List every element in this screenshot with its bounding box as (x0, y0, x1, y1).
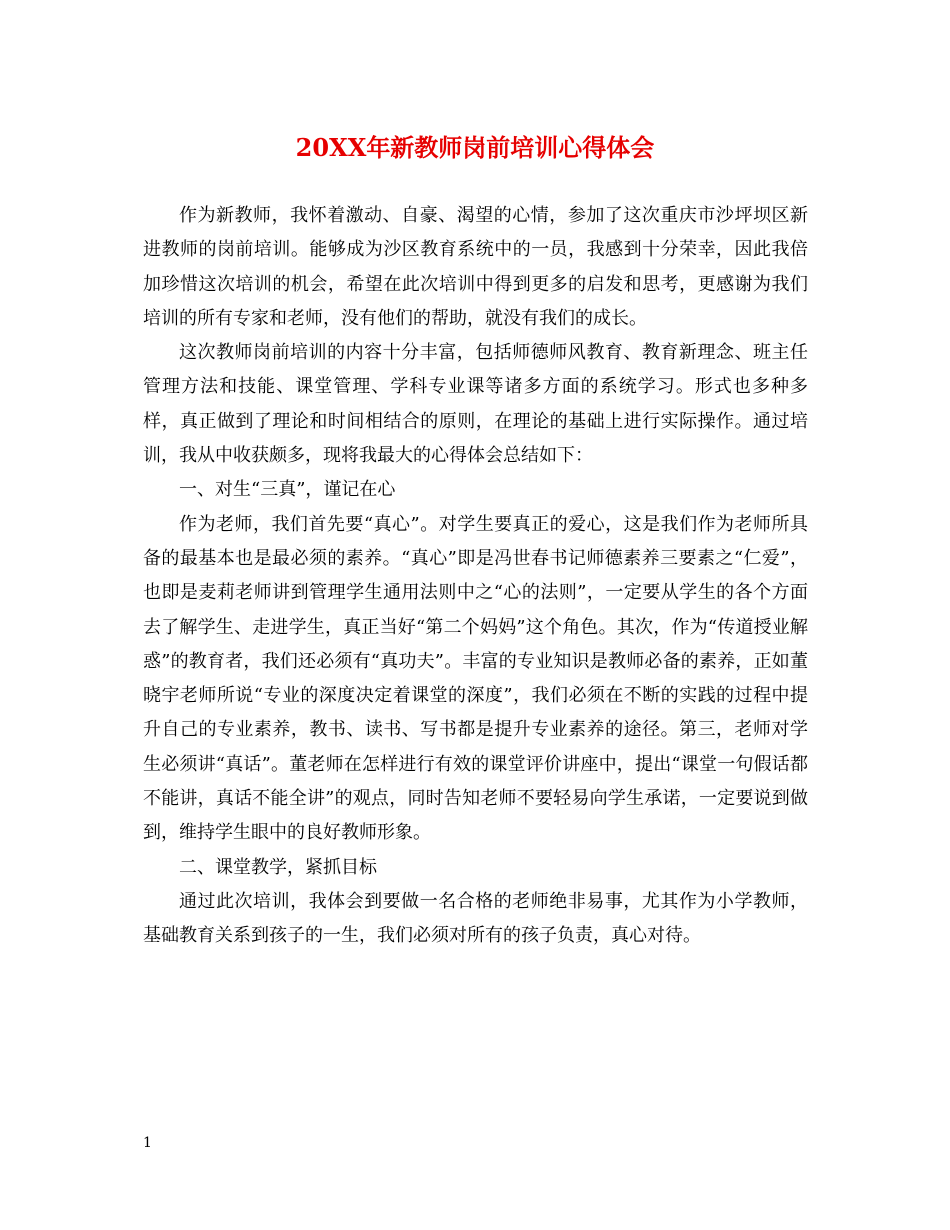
document-title: 20XX年新教师岗前培训心得体会 (295, 133, 655, 162)
paragraph-classroom-teaching: 通过此次培训，我体会到要做一名合格的老师绝非易事，尤其作为小学教师，基础教育关系到孩子的一生，我们必须对所有的孩子负责，真心对待。 (143, 890, 808, 947)
section-heading-one: 一、对生“三真”，谨记在心 (179, 479, 396, 501)
paragraph-training-content: 这次教师岗前培训的内容十分丰富，包括师德师风教育、教育新理念、班主任管理方法和技能、课堂管理、学科专业课等诸多方面的系统学习。形式也多种多样，真正做到了理论和时间相结合的原则，在理论的基础上进行实际操作。通过培训，我从中收获颇多，现将我最大的心得体会总结如下： (143, 342, 808, 467)
document-body (143, 199, 808, 954)
paragraph-three-truths: 作为老师，我们首先要“真心”。对学生要真正的爱心，这是我们作为老师所具备的最基本也是最必须的素养。“真心”即是冯世春书记师德素养三要素之“仁爱”，也即是麦莉老师讲到管理学生通用法则中之“心的法则”，一定要从学生的各个方面去了解学生、走进学生，真正当好“第二个妈妈”这个角色。其次，作为“传道授业解惑”的教育者，我们还必须有“真功夫”。丰富的专业知识是教师必备的素养，正如董晓宇老师所说“专业的深度决定着课堂的深度”，我们必须在不断的实践的过程中提升自己的专业素养，教书、读书、写书都是提升专业素养的途径。第三，老师对学生必须讲“真话”。董老师在怎样进行有效的课堂评价讲座中，提出“课堂一句假话都不能讲，真话不能全讲”的观点，同时告知老师不要轻易向学生承诺，一定要说到做到，维持学生眼中的良好教师形象。 (143, 513, 808, 844)
paragraph-intro: 作为新教师，我怀着激动、自豪、渴望的心情，参加了这次重庆市沙坪坝区新进教师的岗前培训。能够成为沙区教育系统中的一员，我感到十分荣幸，因此我倍加珍惜这次培训的机会，希望在此次培训中得到更多的启发和思考，更感谢为我们培训的所有专家和老师，没有他们的帮助，就没有我们的成长。 (143, 205, 808, 329)
page-number: 1 (143, 1135, 152, 1151)
section-heading-two: 二、课堂教学，紧抓目标 (179, 856, 377, 878)
